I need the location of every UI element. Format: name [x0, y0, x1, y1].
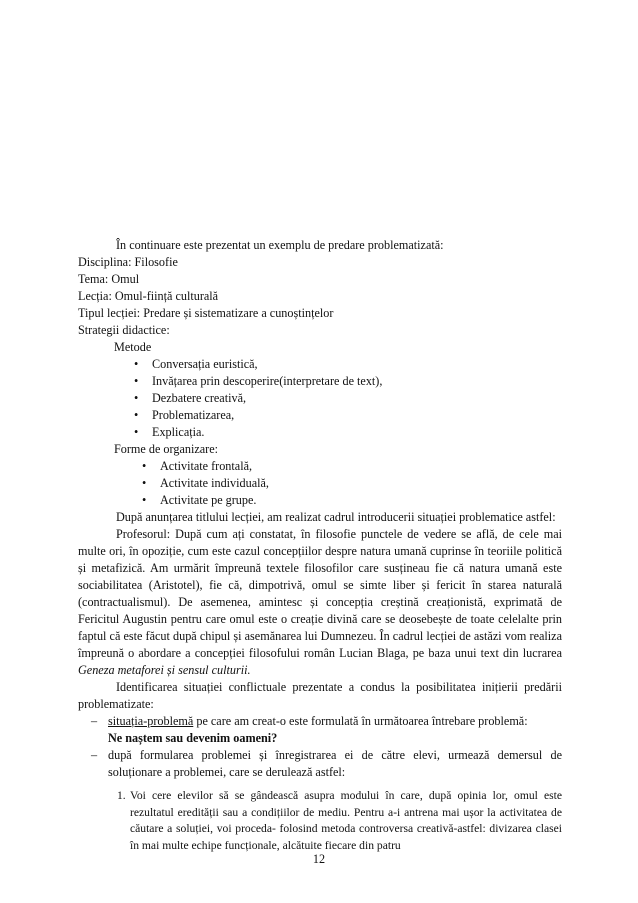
- meta-lesson: Lecția: Omul-ființă culturală: [78, 289, 219, 303]
- list-item: • Conversația euristică,: [134, 357, 258, 371]
- list-item: • Activitate individuală,: [142, 476, 269, 490]
- list-item: • Activitate frontală,: [142, 459, 253, 473]
- bullet-icon: •: [134, 374, 139, 388]
- forms-heading: Forme de organizare:: [114, 442, 219, 456]
- forms-list: [78, 458, 562, 509]
- dash-item-solution: – după formularea problemei și înregistrarea ei de către elevi, urmează demersul de soluționare a problemei, care se derulează astfel:: [91, 748, 562, 779]
- meta-discipline: Disciplina: Filosofie: [78, 255, 178, 269]
- meta-strategies: Strategii didactice:: [78, 323, 170, 337]
- dash-icon: –: [91, 748, 98, 762]
- problem-situation-term: situația-problemă: [108, 714, 194, 728]
- list-item: • Invățarea prin descoperire(interpretare de text),: [134, 374, 383, 388]
- list-item: • Problematizarea,: [134, 408, 235, 422]
- paragraph-teacher-speech: Profesorul: După cum ați constatat, în filosofie punctele de vedere se află, de cele mai multe ori, în opoziție, cum este cazul concepțiilor despre natura umană cuprinse în teoriile politică și metafizică. Am urmărit împreună textele filosofilor care susțineau fie că natura umană este sociabilitatea (Aristotel), fie că, dimpotrivă, omul se simte liber și fericit în starea naturală (contractualismul). De asemenea, amintesc și concepția creștină creaționistă, exprimată de Fericitul Augustin pentru care omul este o creație divină care se deosebește de toate celelalte prin faptul că este făcut după chipul și asemănarea lui Dumnezeu. În cadrul lecției de astăzi vom realiza împreună o abordare a concepției filosofului român Lucian Blaga, pe baza unui text din lucrarea Geneza metaforei și sensul culturii.: [78, 527, 562, 677]
- numbered-item-1: 1. Voi cere elevilor să se gândească asupra modului în care, după opinia lor, omul este rezultatul eredității sau a condițiilor de mediu. Pentru a-i antrena mai ușor la activitatea de căutare a soluției, voi proceda- folosind metoda controversa creativă-astfel: divizarea clasei în mai multe echipe funcționale, alcătuite fiecare din patru: [117, 789, 562, 852]
- list-item: • Activitate pe grupe.: [142, 493, 257, 507]
- bullet-icon: •: [134, 391, 139, 405]
- methods-list: [78, 356, 562, 441]
- methods-heading: Metode: [114, 340, 152, 354]
- dash-icon: –: [91, 714, 98, 728]
- intro-line: În continuare este prezentat un exemplu de predare problematizată:: [116, 238, 444, 252]
- page-number: 12: [312, 852, 326, 866]
- bullet-icon: •: [134, 425, 139, 439]
- paragraph-conflict: Identificarea situației conflictuale prezentate a condus la posibilitatea inițierii predării problematizate:: [78, 680, 562, 711]
- bullet-icon: •: [142, 476, 147, 490]
- bullet-icon: •: [134, 408, 139, 422]
- meta-lesson-type: Tipul lecției: Predare și sistematizare a cunoștințelor: [78, 306, 334, 320]
- bullet-icon: •: [142, 493, 147, 507]
- page-content: [78, 237, 562, 854]
- problem-question: Ne naștem sau devenim oameni?: [108, 731, 278, 745]
- list-item: • Dezbatere creativă,: [134, 391, 247, 405]
- dash-item-problem: – situația-problemă pe care am creat-o este formulată în următoarea întrebare problemă: Ne naștem sau devenim oameni?: [91, 714, 528, 745]
- bullet-icon: •: [134, 357, 139, 371]
- item-number: 1.: [117, 789, 126, 802]
- bullet-icon: •: [142, 459, 147, 473]
- meta-topic: Tema: Omul: [78, 272, 140, 286]
- list-item: • Explicația.: [134, 425, 205, 439]
- paragraph-situation-intro: După anunțarea titlului lecției, am realizat cadrul introducerii situației problematice astfel:: [116, 510, 556, 524]
- book-title: Geneza metaforei și sensul culturii.: [78, 663, 251, 677]
